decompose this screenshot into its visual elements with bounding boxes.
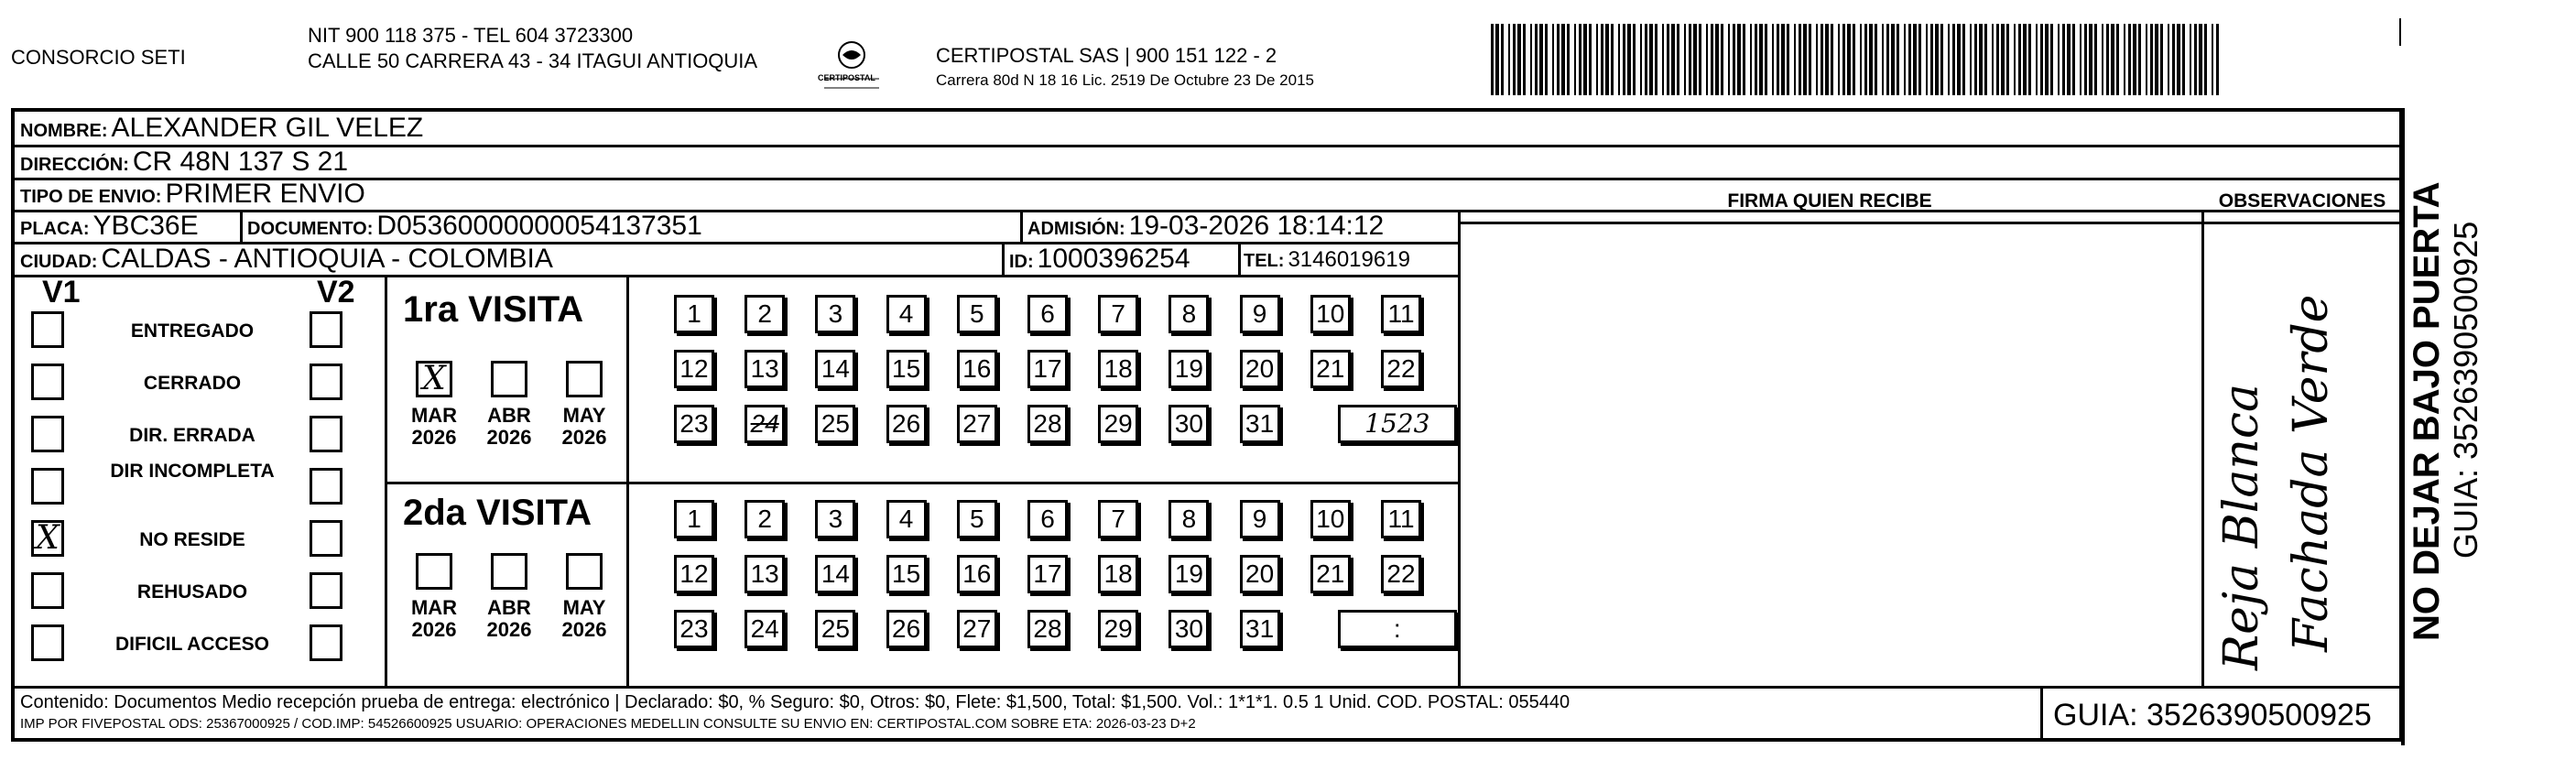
month-checkbox[interactable] (491, 361, 527, 397)
day-box[interactable]: 3 (815, 500, 855, 538)
day-box[interactable]: 3 (815, 295, 855, 333)
status-label: DIR. ERRADA (129, 425, 255, 446)
observations-header: OBSERVACIONES (2218, 190, 2386, 212)
month-label: MAR 2026 (410, 596, 458, 642)
day-box[interactable]: 8 (1168, 295, 1209, 333)
status-label: NO RESIDE (139, 529, 245, 550)
day-box[interactable]: 25 (815, 610, 855, 648)
day-box[interactable]: 10 (1310, 295, 1351, 333)
day-box[interactable]: 11 (1381, 295, 1421, 333)
time-box[interactable]: 1523 (1338, 405, 1457, 443)
certipostal-logo-icon (815, 38, 888, 103)
v1-checkbox[interactable] (31, 624, 64, 661)
signature-header: FIRMA QUIEN RECIBE (1727, 190, 1932, 212)
day-box[interactable]: 7 (1098, 295, 1138, 333)
day-box[interactable]: 4 (886, 295, 927, 333)
day-box[interactable]: 28 (1027, 610, 1068, 648)
month-checkbox[interactable]: X (416, 361, 452, 397)
day-box[interactable]: 19 (1168, 350, 1209, 388)
company-name: CONSORCIO SETI (11, 46, 186, 69)
v1-label: V1 (42, 275, 81, 309)
day-box[interactable]: 29 (1098, 610, 1138, 648)
footer-content-line: Contenido: Documentos Medio recepción prueba de entrega: electrónico | Declarado: $0, % Seguro: $0, Otros: $0, Flete: $1,500, Total: $1,500. Vol.: 1*1*1. 0.5 1 Unid. COD. POSTAL: 055440 (20, 692, 1571, 712)
v1-checkbox[interactable] (31, 416, 64, 452)
day-box[interactable]: 21 (1310, 350, 1351, 388)
day-box[interactable]: 20 (1240, 555, 1280, 593)
time-box[interactable]: : (1338, 610, 1457, 648)
day-box[interactable]: 12 (674, 350, 714, 388)
nit-line: NIT 900 118 375 - TEL 604 3723300 (308, 24, 634, 47)
day-box[interactable]: 23 (674, 405, 714, 443)
day-box[interactable]: 22 (1381, 555, 1421, 593)
day-box[interactable]: 6 (1027, 295, 1068, 333)
v2-checkbox[interactable] (310, 364, 342, 400)
day-box[interactable]: 21 (1310, 555, 1351, 593)
day-box[interactable]: 28 (1027, 405, 1068, 443)
month-label: MAR 2026 (410, 404, 458, 450)
tel-field: TEL: 3146019619 (1244, 247, 1410, 272)
month-checkbox[interactable] (491, 553, 527, 590)
city-field: CIUDAD: CALDAS - ANTIOQUIA - COLOMBIA (20, 244, 553, 274)
day-box[interactable]: 17 (1027, 555, 1068, 593)
day-box[interactable]: 31 (1240, 405, 1280, 443)
license-line: Carrera 80d N 18 16 Lic. 2519 De Octubre 23 De 2015 (936, 71, 1314, 89)
observation-handwriting-1: Reja Blanca (2214, 383, 2269, 670)
v1-checkbox[interactable] (31, 572, 64, 609)
v2-checkbox[interactable] (310, 520, 342, 557)
day-box[interactable]: 31 (1240, 610, 1280, 648)
footer-print-line: IMP POR FIVEPOSTAL ODS: 25367000925 / COD.IMP: 54526600925 USUARIO: OPERACIONES MEDELLIN CONSULTE SU ENVIO EN: CERTIPOSTAL.COM SOBRE ETA: 2026-03-23 D+2 (20, 716, 1196, 732)
day-box[interactable]: 7 (1098, 500, 1138, 538)
status-label: ENTREGADO (130, 320, 255, 342)
side-warning: NO DEJAR BAJO PUERTA (2407, 181, 2447, 641)
day-box[interactable]: 18 (1098, 350, 1138, 388)
v2-label: V2 (317, 275, 355, 309)
month-checkbox[interactable] (416, 553, 452, 590)
day-box[interactable]: 9 (1240, 500, 1280, 538)
day-box[interactable]: 5 (957, 500, 997, 538)
barcode (1491, 24, 2219, 95)
day-box[interactable]: 5 (957, 295, 997, 333)
v1-checkbox[interactable] (31, 468, 64, 505)
day-box[interactable]: 25 (815, 405, 855, 443)
day-box[interactable]: 16 (957, 555, 997, 593)
address-field: DIRECCIÓN: CR 48N 137 S 21 (20, 147, 349, 177)
visit2-title: 2da VISITA (403, 493, 592, 533)
day-box[interactable]: 6 (1027, 500, 1068, 538)
day-box[interactable]: 26 (886, 610, 927, 648)
name-field: NOMBRE: ALEXANDER GIL VELEZ (20, 113, 424, 143)
day-box[interactable]: 12 (674, 555, 714, 593)
day-box[interactable]: 29 (1098, 405, 1138, 443)
status-label: REHUSADO (136, 581, 248, 603)
day-box[interactable]: 15 (886, 350, 927, 388)
side-guia: GUIA: 3526390500925 (2447, 221, 2484, 559)
admission-field: ADMISIÓN: 19-03-2026 18:14:12 (1027, 211, 1385, 241)
day-box[interactable]: 16 (957, 350, 997, 388)
status-label: DIFICIL ACCESO (114, 634, 269, 655)
day-box[interactable]: 22 (1381, 350, 1421, 388)
v1-checkbox[interactable]: X (31, 520, 64, 557)
observation-handwriting-2: Fachada Verde (2284, 294, 2339, 652)
day-box[interactable]: 27 (957, 610, 997, 648)
day-box[interactable]: 11 (1381, 500, 1421, 538)
month-label: ABR 2026 (486, 404, 532, 450)
v1-checkbox[interactable] (31, 311, 64, 348)
v2-checkbox[interactable] (310, 416, 342, 452)
day-box[interactable]: 30 (1168, 405, 1209, 443)
delivery-card (11, 108, 2403, 742)
month-checkbox[interactable] (566, 361, 603, 397)
month-label: MAY 2026 (561, 596, 607, 642)
day-box[interactable]: 2 (745, 295, 785, 333)
day-box[interactable]: 14 (815, 350, 855, 388)
day-box[interactable]: 10 (1310, 500, 1351, 538)
day-box[interactable]: 20 (1240, 350, 1280, 388)
day-box[interactable]: 18 (1098, 555, 1138, 593)
day-box[interactable]: 30 (1168, 610, 1209, 648)
plate-field: PLACA: YBC36E (20, 211, 199, 241)
month-label: ABR 2026 (486, 596, 532, 642)
v2-checkbox[interactable] (310, 572, 342, 609)
id-field: ID: 1000396254 (1009, 244, 1190, 274)
month-label: MAY 2026 (561, 404, 607, 450)
day-box[interactable]: 1 (674, 500, 714, 538)
day-box[interactable]: 27 (957, 405, 997, 443)
day-box[interactable]: 24 (745, 405, 785, 443)
day-box[interactable]: 13 (745, 350, 785, 388)
shipment-type-field: TIPO DE ENVIO: PRIMER ENVIO (20, 179, 365, 209)
certipostal-line: CERTIPOSTAL SAS | 900 151 122 - 2 (936, 44, 1277, 67)
day-box[interactable]: 8 (1168, 500, 1209, 538)
day-box[interactable]: 24 (745, 610, 785, 648)
status-label: DIR INCOMPLETA (110, 461, 275, 482)
day-box[interactable]: 26 (886, 405, 927, 443)
document-field: DOCUMENTO: D05360000000054137351 (247, 211, 702, 241)
day-box[interactable]: 2 (745, 500, 785, 538)
day-box[interactable]: 23 (674, 610, 714, 648)
v1-checkbox[interactable] (31, 364, 64, 400)
day-box[interactable]: 4 (886, 500, 927, 538)
month-checkbox[interactable] (566, 553, 603, 590)
day-box[interactable]: 9 (1240, 295, 1280, 333)
status-label: CERRADO (143, 373, 242, 394)
visit1-title: 1ra VISITA (403, 289, 584, 330)
day-box[interactable]: 14 (815, 555, 855, 593)
day-box[interactable]: 17 (1027, 350, 1068, 388)
edge-mark (2399, 18, 2401, 46)
v2-checkbox[interactable] (310, 624, 342, 661)
footer-guia: GUIA: 3526390500925 (2053, 698, 2372, 733)
day-box[interactable]: 19 (1168, 555, 1209, 593)
day-box[interactable]: 15 (886, 555, 927, 593)
v2-checkbox[interactable] (310, 311, 342, 348)
v2-checkbox[interactable] (310, 468, 342, 505)
day-box[interactable]: 13 (745, 555, 785, 593)
address-line: CALLE 50 CARRERA 43 - 34 ITAGUI ANTIOQUIA (308, 49, 758, 72)
logo-text: CERTIPOSTAL (818, 73, 875, 82)
day-box[interactable]: 1 (674, 295, 714, 333)
